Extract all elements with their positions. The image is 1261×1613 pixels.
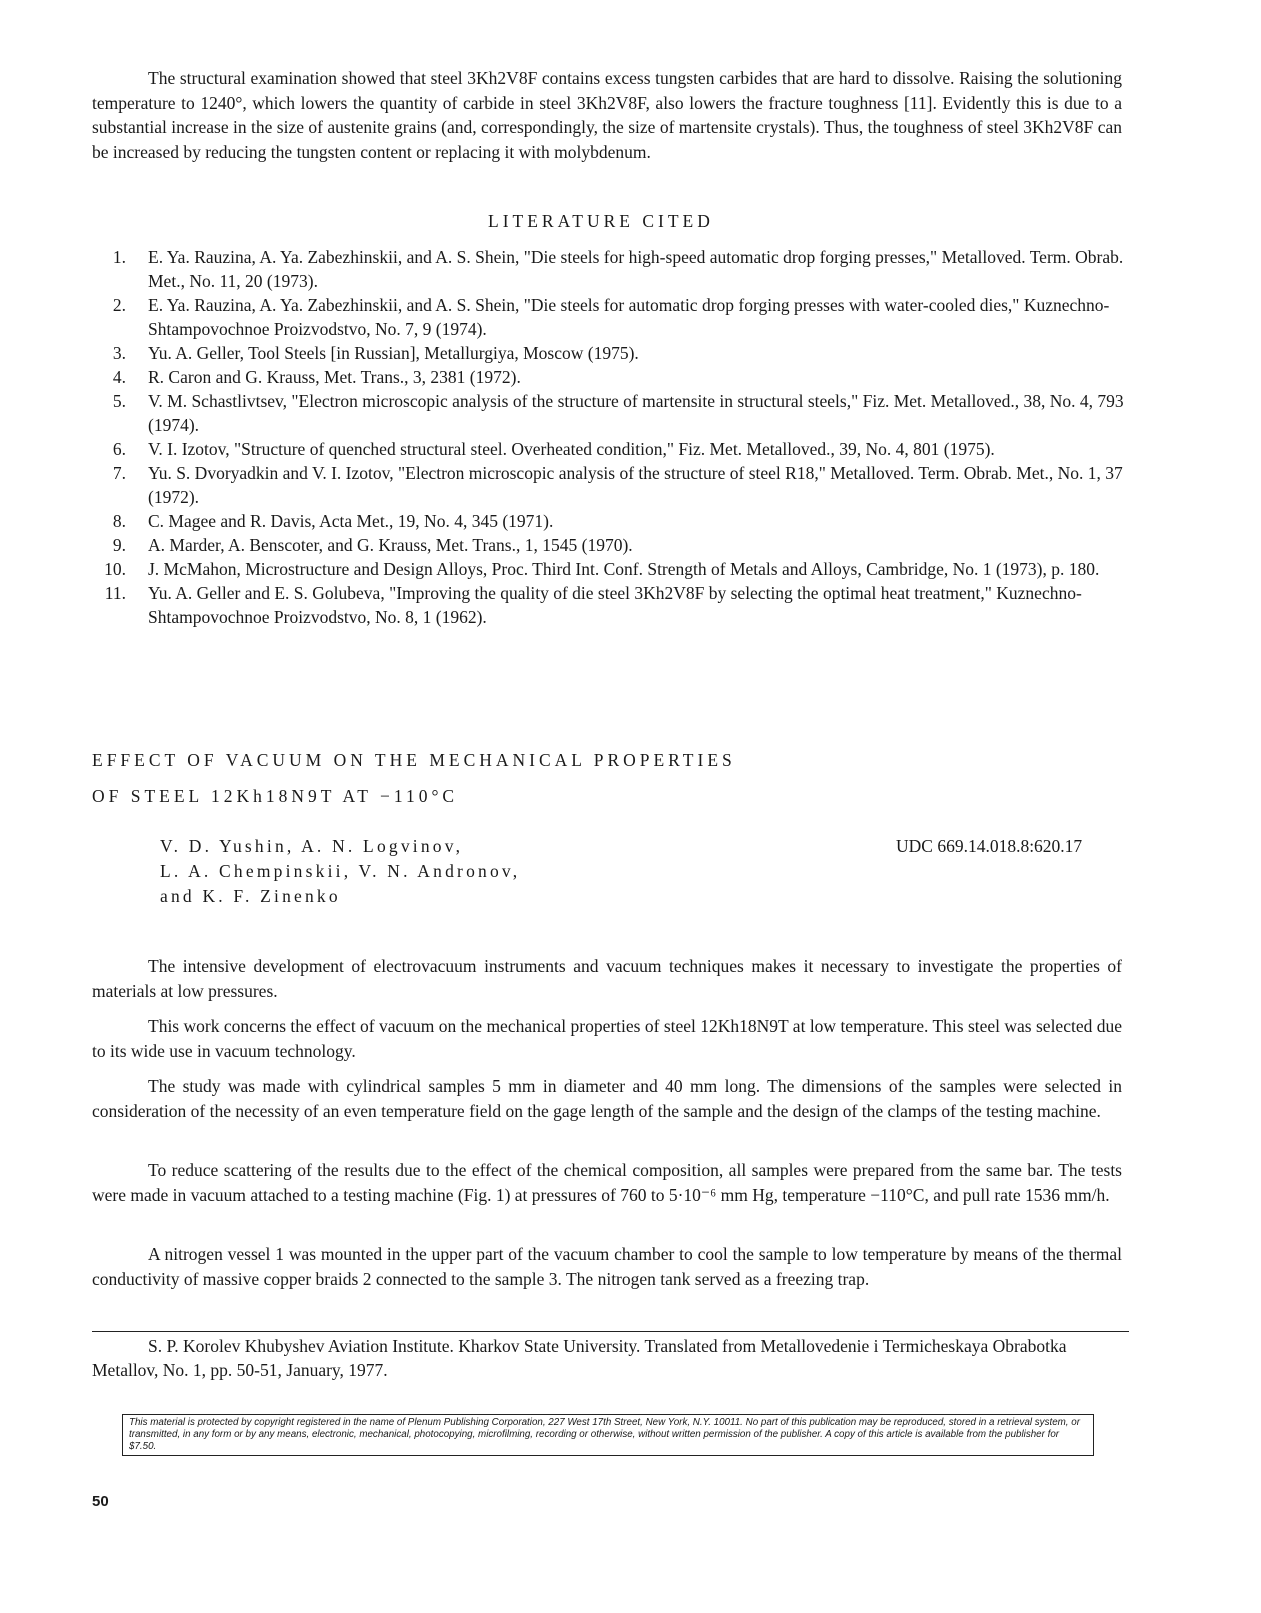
reference-text: R. Caron and G. Krauss, Met. Trans., 3, 2381 (1972). xyxy=(148,367,521,387)
reference-number: 4. xyxy=(112,367,126,387)
reference-number: 7. xyxy=(112,463,126,483)
reference-item xyxy=(92,365,1132,389)
body-paragraph: The study was made with cylindrical samples 5 mm in diameter and 40 mm long. The dimensions of the samples were selected in consideration of the necessity of an even temperature field on the gage length of the sample and the design of the clamps of the testing machine. xyxy=(92,1076,1122,1121)
reference-item xyxy=(92,557,1132,581)
author-list xyxy=(160,834,520,909)
reference-text: A. Marder, A. Benscoter, and G. Krauss, Met. Trans., 1, 1545 (1970). xyxy=(148,535,633,555)
reference-text: Yu. A. Geller and E. S. Golubeva, "Improving the quality of die steel 3Kh2V8F by selecting the optimal heat treatment," Kuznechno-Shtampovochnoe Proizvodstvo, No. 8, 1 (1962). xyxy=(148,583,1082,627)
reference-text: E. Ya. Rauzina, A. Ya. Zabezhinskii, and A. S. Shein, "Die steels for high-speed automatic drop forging presses," Metalloved. Term. Obrab. Met., No. 11, 20 (1973). xyxy=(148,247,1124,291)
reference-item xyxy=(92,293,1132,341)
body-paragraph: To reduce scattering of the results due to the effect of the chemical composition, all samples were prepared from the same bar. The tests were made in vacuum attached to a testing machine (Fig. 1) at pressures of 760 to 5·10⁻⁶ mm Hg, temperature −110°C, and pull rate 1536 mm/h. xyxy=(92,1160,1122,1205)
body-paragraph: The intensive development of electrovacuum instruments and vacuum techniques makes it necessary to investigate the properties of materials at low pressures. xyxy=(92,956,1122,1001)
reference-text: V. I. Izotov, "Structure of quenched structural steel. Overheated condition," Fiz. Met. Metalloved., 39, No. 4, 801 (1975). xyxy=(148,439,995,459)
reference-item xyxy=(92,437,1132,461)
author-line: and K. F. Zinenko xyxy=(160,886,341,906)
reference-text: J. McMahon, Microstructure and Design Alloys, Proc. Third Int. Conf. Strength of Metals and Alloys, Cambridge, No. 1 (1973), p. 180. xyxy=(148,559,1100,579)
reference-number: 8. xyxy=(112,511,126,531)
reference-number: 11. xyxy=(104,583,126,603)
body-paragraph: A nitrogen vessel 1 was mounted in the upper part of the vacuum chamber to cool the sample to low temperature by means of the thermal conductivity of massive copper braids 2 connected to the sample 3. The nitrogen tank served as a freezing trap. xyxy=(92,1244,1122,1289)
reference-item xyxy=(92,509,1132,533)
author-line: L. A. Chempinskii, V. N. Andronov, xyxy=(160,861,521,881)
reference-number: 5. xyxy=(112,391,126,411)
reference-item xyxy=(92,389,1132,437)
reference-text: C. Magee and R. Davis, Acta Met., 19, No. 4, 345 (1971). xyxy=(148,511,554,531)
reference-text: Yu. S. Dvoryadkin and V. I. Izotov, "Electron microscopic analysis of the structure of steel R18," Metalloved. Term. Obrab. Met., No. 1, 37 (1972). xyxy=(148,463,1123,507)
reference-item xyxy=(92,461,1132,509)
reference-number: 9. xyxy=(112,535,126,555)
reference-number: 1. xyxy=(112,247,126,267)
reference-text: V. M. Schastlivtsev, "Electron microscopic analysis of the structure of martensite in structural steels," Fiz. Met. Metalloved., 38, No. 4, 793 (1974). xyxy=(148,391,1124,435)
reference-item xyxy=(92,581,1132,629)
reference-number: 3. xyxy=(112,343,126,363)
udc-code: UDC 669.14.018.8:620.17 xyxy=(896,836,1083,856)
reference-text: E. Ya. Rauzina, A. Ya. Zabezhinskii, and A. S. Shein, "Die steels for automatic drop forging presses with water-cooled dies," Kuznechno-Shtampovochnoe Proizvodstvo, No. 7, 9 (1974). xyxy=(148,295,1110,339)
reference-number: 2. xyxy=(112,295,126,315)
body-paragraph: This work concerns the effect of vacuum on the mechanical properties of steel 12Kh18N9T at low temperature. This steel was selected due to its wide use in vacuum technology. xyxy=(92,1016,1122,1061)
author-line: V. D. Yushin, A. N. Logvinov, xyxy=(160,836,464,856)
reference-item xyxy=(92,341,1132,365)
article-title-line-2: OF STEEL 12Kh18N9T AT −110°C xyxy=(92,786,459,806)
reference-number: 6. xyxy=(112,439,126,459)
reference-item xyxy=(92,533,1132,557)
affiliation-footnote: S. P. Korolev Khubyshev Aviation Institute. Kharkov State University. Translated from Metallovedenie i Termicheskaya Obrabotka Metallov, No. 1, pp. 50-51, January, 1977. xyxy=(92,1336,1067,1380)
page-number: 50 xyxy=(92,1493,109,1510)
article-title-line-1: EFFECT OF VACUUM ON THE MECHANICAL PROPERTIES xyxy=(92,750,736,770)
copyright-notice: This material is protected by copyright registered in the name of Plenum Publishing Corporation, 227 West 17th Street, New York, N.Y. 10011. No part of this publication may be reproduced, stored in a retrieval system, or transmitted, in any form or by any means, electronic, mechanical, photocopying, microfilming, recording or otherwise, without written permission of the publisher. A copy of this article is available from the publisher for $7.50. xyxy=(122,1414,1094,1456)
reference-item xyxy=(92,245,1132,293)
reference-list xyxy=(92,245,1132,629)
intro-paragraph: The structural examination showed that steel 3Kh2V8F contains excess tungsten carbides that are hard to dissolve. Raising the solutioning temperature to 1240°, which lowers the quantity of carbide in steel 3Kh2V8F, also lowers the fracture toughness [11]. Evidently this is due to a substantial increase in the size of austenite grains (and, correspondingly, the size of martensite crystals). Thus, the toughness of steel 3Kh2V8F can be increased by reducing the tungsten content or replacing it with molybdenum. xyxy=(92,68,1122,162)
reference-number: 10. xyxy=(104,559,126,579)
reference-text: Yu. A. Geller, Tool Steels [in Russian], Metallurgiya, Moscow (1975). xyxy=(148,343,639,363)
footnote-divider xyxy=(92,1331,1129,1332)
literature-heading: LITERATURE CITED xyxy=(488,211,714,231)
